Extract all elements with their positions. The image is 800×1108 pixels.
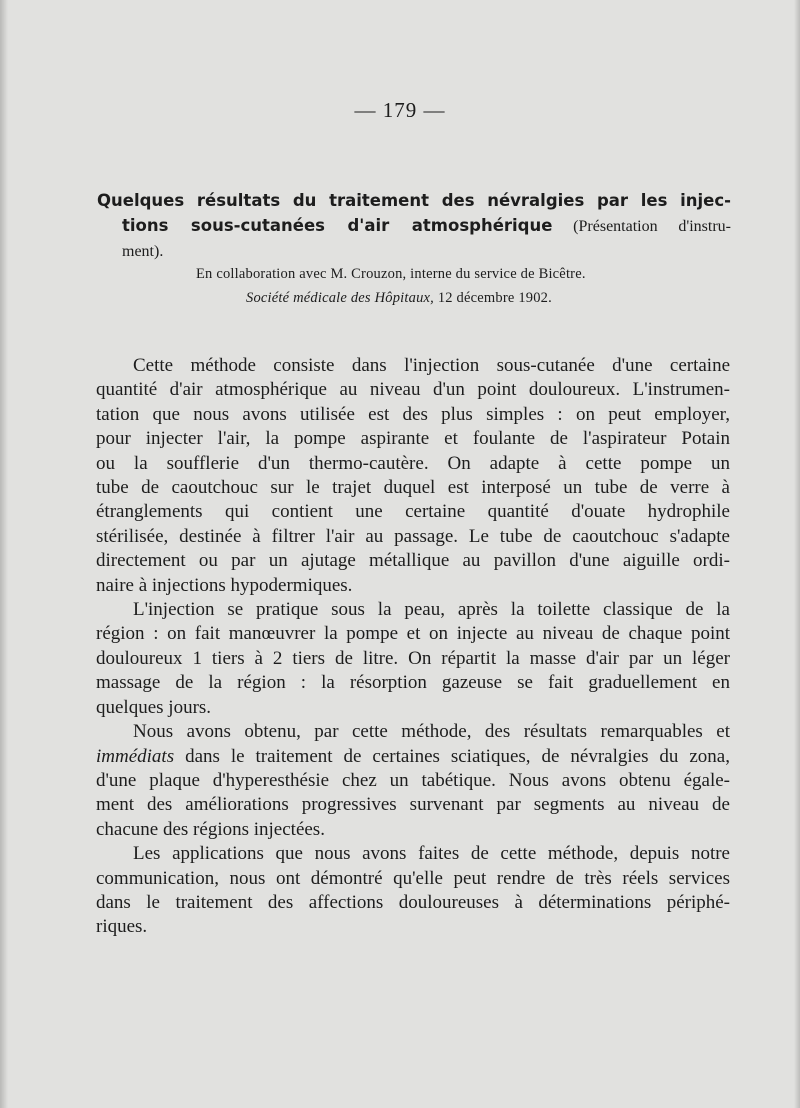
- paragraph-4: [96, 842, 730, 940]
- text-line: quelques jours.: [96, 696, 212, 718]
- text-line: [96, 745, 730, 769]
- title-line-1: Quelques résultats du traitement des névralgies par les injec-: [97, 191, 731, 210]
- text-line: pour injecter l'air, la pompe aspirante et foulante de l'aspirateur Potain: [96, 428, 730, 450]
- title-line-3: ment).: [122, 243, 164, 260]
- text-line: tation que nous avons utilisée est des plus simples : on peut employer,: [96, 403, 730, 425]
- collaboration-note: En collaboration avec M. Crouzon, interne du service de Bicêtre.: [196, 266, 586, 282]
- title-line-2-rest: (Présentation d'instru-: [552, 218, 732, 235]
- text-line-rest: dans le traitement de certaines sciatiques, de névralgies du zona,: [174, 745, 730, 767]
- text-line: Les applications que nous avons faites de cette méthode, depuis notre: [133, 843, 730, 865]
- text-line: massage de la région : la résorption gazeuse se fait graduellement en: [96, 672, 730, 694]
- paragraph-3: [96, 720, 730, 842]
- text-line: étranglements qui contient une certaine quantité d'ouate hydrophile: [96, 501, 730, 523]
- text-line: dans le traitement des affections douloureuses à déterminations périphé-: [96, 891, 730, 913]
- text-line: Nous avons obtenu, par cette méthode, des résultats remarquables et: [133, 721, 730, 743]
- page-edge-shadow-left: [0, 0, 8, 1108]
- text-line: région : on fait manœuvrer la pompe et on injecte au niveau de chaque point: [96, 623, 730, 645]
- article-body: [96, 354, 730, 940]
- text-line: riques.: [96, 916, 148, 938]
- text-line: douloureux 1 tiers à 2 tiers de litre. On répartit la masse d'air par un léger: [96, 647, 730, 669]
- text-line: tube de caoutchouc sur le trajet duquel est interposé un tube de verre à: [96, 477, 730, 499]
- text-line: quantité d'air atmosphérique au niveau d'un point douloureux. L'instrumen-: [96, 379, 730, 401]
- text-line: L'injection se pratique sous la peau, après la toilette classique de la: [133, 599, 730, 621]
- source-society: Société médicale des Hôpitaux,: [246, 290, 434, 306]
- title-line-2-bold: tions sous-cutanées d'air atmosphérique: [122, 216, 553, 235]
- text-line: ou la soufflerie d'un thermo-cautère. On adapte à cette pompe un: [96, 452, 730, 474]
- source-date: 12 décembre 1902.: [434, 290, 552, 306]
- text-line: stérilisée, destinée à filtrer l'air au passage. Le tube de caoutchouc s'adapte: [96, 525, 730, 547]
- text-line: Cette méthode consiste dans l'injection sous-cutanée d'une certaine: [133, 355, 730, 376]
- title-line-2: [97, 213, 731, 239]
- text-line: ment des améliorations progressives survenant par segments au niveau de: [96, 794, 730, 816]
- text-line: naire à injections hypodermiques.: [96, 574, 353, 596]
- paragraph-2: [96, 598, 730, 720]
- page-number: — 179 —: [354, 98, 446, 122]
- page-edge-shadow-right: [794, 0, 800, 1108]
- source-citation: [246, 290, 552, 307]
- text-line: directement ou par un ajutage métallique au pavillon d'une aiguille ordi-: [96, 550, 730, 572]
- paragraph-1: [96, 354, 730, 598]
- emphasis-text: immédiats: [96, 745, 175, 767]
- text-line: communication, nous ont démontré qu'elle peut rendre de très réels services: [96, 867, 730, 889]
- article-title: [97, 188, 731, 264]
- text-line: d'une plaque d'hyperesthésie chez un tabétique. Nous avons obtenu égale-: [96, 769, 730, 791]
- text-line: chacune des régions injectées.: [96, 818, 325, 840]
